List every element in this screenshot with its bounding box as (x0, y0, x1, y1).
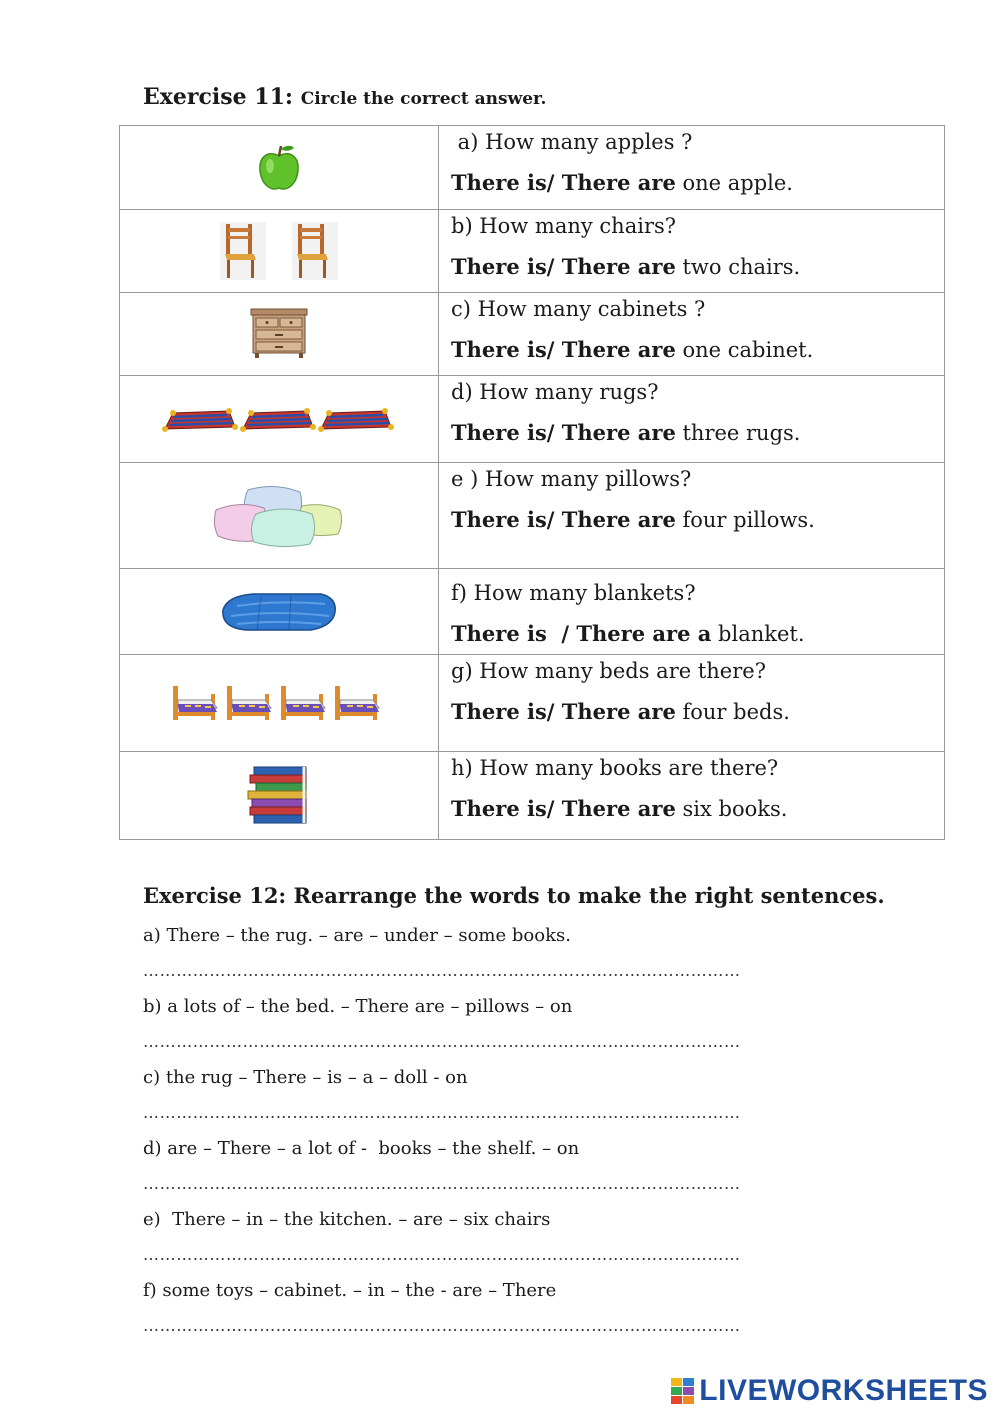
answer-rest: one apple. (675, 171, 793, 195)
option-there-is[interactable]: There is (451, 507, 547, 532)
bed-icon (171, 680, 387, 726)
scrambled-sentence: e) There – in – the kitchen. – are – six chairs (143, 1209, 551, 1230)
scrambled-sentence: b) a lots of – the bed. – There are – pillows – on (143, 996, 573, 1017)
pillow-icon (214, 484, 344, 548)
option-there-is[interactable]: There is (451, 420, 547, 445)
answer-input-line[interactable]: ……………………………………………………………………………………………… (143, 1103, 741, 1122)
answer-input-line[interactable]: ……………………………………………………………………………………………… (143, 1032, 741, 1051)
answer-line (451, 620, 944, 648)
answer-line (451, 698, 944, 726)
question-cell (439, 376, 945, 463)
question-text: g) How many beds are there? (451, 659, 766, 683)
answer-rest: four beds. (675, 700, 790, 724)
books-icon (244, 765, 314, 827)
picture-cell (120, 752, 439, 840)
list-item (143, 995, 863, 1066)
answer-rest: one cabinet. (675, 338, 814, 362)
table-row (120, 752, 945, 840)
question-cell (439, 126, 945, 210)
list-item (143, 1279, 863, 1350)
option-there-are[interactable]: There are (561, 337, 676, 362)
exercise-11-title (143, 84, 546, 110)
table-row (120, 655, 945, 752)
exercise-12-title: Exercise 12: Rearrange the words to make the right sentences. (143, 883, 885, 908)
question-text: f) How many blankets? (451, 581, 696, 605)
question-cell (439, 569, 945, 655)
question-text: c) How many cabinets ? (451, 297, 706, 321)
option-separator: / (554, 621, 577, 646)
list-item (143, 924, 863, 995)
table-row (120, 376, 945, 463)
option-there-are[interactable]: There are (561, 170, 676, 195)
question-cell (439, 210, 945, 293)
option-there-are[interactable]: There are (561, 507, 676, 532)
option-separator: / (546, 507, 562, 532)
scrambled-sentence: a) There – the rug. – are – under – some books. (143, 925, 571, 946)
rug-icon (161, 399, 397, 439)
option-there-is[interactable]: There is (451, 796, 547, 821)
option-there-are[interactable]: There are (561, 796, 676, 821)
liveworksheets-logo-icon (671, 1378, 695, 1404)
picture-cell (120, 569, 439, 655)
option-there-is[interactable]: There is (451, 621, 555, 646)
question-cell (439, 655, 945, 752)
option-separator: / (546, 337, 562, 362)
option-separator: / (546, 254, 562, 279)
scrambled-sentence: c) the rug – There – is – a – doll - on (143, 1067, 468, 1088)
picture-cell (120, 655, 439, 752)
question-text: e ) How many pillows? (451, 467, 692, 491)
option-there-is[interactable]: There is (451, 699, 547, 724)
question-text: d) How many rugs? (451, 380, 659, 404)
table-row (120, 569, 945, 655)
option-there-is[interactable]: There is (451, 170, 547, 195)
table-row (120, 463, 945, 569)
list-item (143, 1208, 863, 1279)
answer-line (451, 169, 944, 197)
answer-line (451, 795, 944, 823)
table-row (120, 210, 945, 293)
table-row (120, 126, 945, 210)
option-there-are[interactable]: There are (561, 254, 676, 279)
exercise-12-list (143, 924, 863, 1350)
question-text: b) How many chairs? (451, 214, 677, 238)
answer-line (451, 336, 944, 364)
list-item (143, 1066, 863, 1137)
answer-line (451, 506, 944, 534)
picture-cell (120, 463, 439, 569)
option-there-is[interactable]: There is (451, 337, 547, 362)
answer-rest: three rugs. (675, 421, 801, 445)
scrambled-sentence: d) are – There – a lot of - books – the shelf. – on (143, 1138, 580, 1159)
list-item (143, 1137, 863, 1208)
question-text: a) How many apples ? (451, 130, 693, 154)
answer-rest: blanket. (711, 622, 805, 646)
picture-cell (120, 210, 439, 293)
answer-line (451, 419, 944, 447)
option-there-are[interactable]: There are (561, 420, 676, 445)
chair-icon (214, 220, 344, 282)
answer-input-line[interactable]: ……………………………………………………………………………………………… (143, 1316, 741, 1335)
option-there-are[interactable]: There are (561, 699, 676, 724)
question-cell (439, 463, 945, 569)
answer-rest: six books. (675, 797, 788, 821)
picture-cell (120, 293, 439, 376)
answer-input-line[interactable]: ……………………………………………………………………………………………… (143, 1174, 741, 1193)
answer-input-line[interactable]: ……………………………………………………………………………………………… (143, 1245, 741, 1264)
option-separator: / (546, 699, 562, 724)
answer-rest: two chairs. (675, 255, 801, 279)
option-separator: / (546, 170, 562, 195)
picture-cell (120, 376, 439, 463)
answer-input-line[interactable]: ……………………………………………………………………………………………… (143, 961, 741, 980)
answer-line (451, 253, 944, 281)
exercise-11-instruction: Circle the correct answer. (300, 89, 547, 109)
exercise-11-label: Exercise 11: (143, 84, 294, 110)
table-row (120, 293, 945, 376)
question-text: h) How many books are there? (451, 756, 779, 780)
liveworksheets-brand[interactable] (671, 1374, 988, 1408)
apple-icon (253, 142, 305, 194)
picture-cell (120, 126, 439, 210)
scrambled-sentence: f) some toys – cabinet. – in – the - are – There (143, 1280, 557, 1301)
question-cell (439, 293, 945, 376)
blanket-icon (217, 590, 341, 634)
answer-rest: four pillows. (675, 508, 815, 532)
option-there-are[interactable]: There are a (576, 621, 712, 646)
option-separator: / (546, 420, 562, 445)
cabinet-icon (247, 303, 311, 365)
option-separator: / (546, 796, 562, 821)
brand-name: LIVEWORKSHEETS (699, 1374, 988, 1407)
question-cell (439, 752, 945, 840)
exercise-11-table (119, 125, 945, 840)
option-there-is[interactable]: There is (451, 254, 547, 279)
